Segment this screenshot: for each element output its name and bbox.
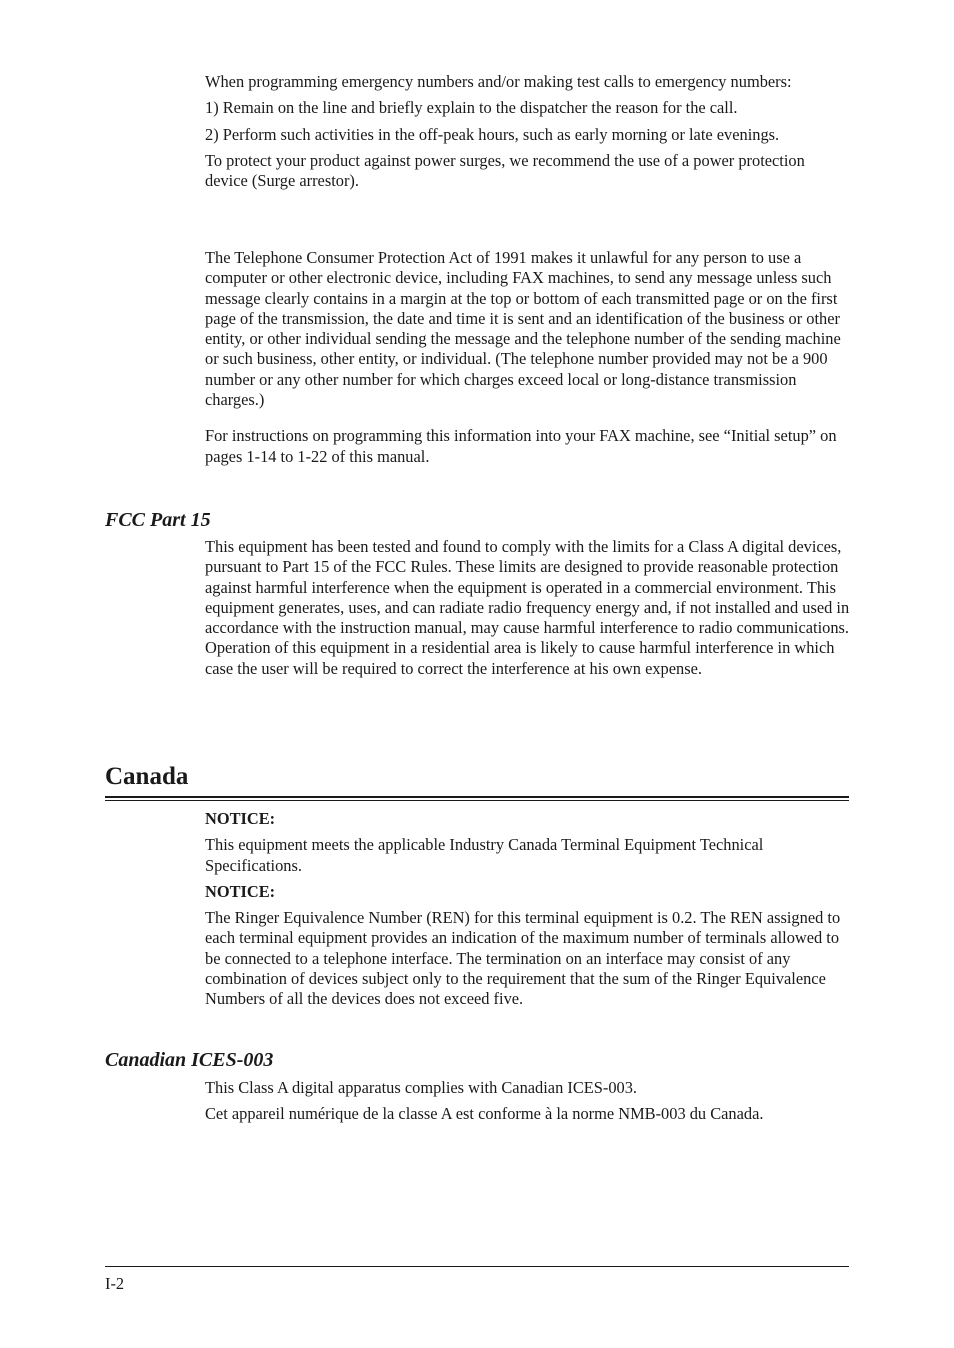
ices003-block: [205, 1078, 850, 1125]
emergency-intro: When programming emergency numbers and/or making test calls to emergency numbers:: [205, 72, 792, 91]
footer-rule: [105, 1266, 849, 1267]
tcpa-block: [205, 248, 850, 467]
canada-heading: Canada: [105, 763, 189, 790]
section-rule-thin: [105, 800, 849, 801]
ices003-french: Cet appareil numérique de la classe A est conforme à la norme NMB-003 du Canada.: [205, 1104, 764, 1124]
page-number: I-2: [105, 1274, 125, 1293]
fcc-part15-paragraph: This equipment has been tested and found to comply with the limits for a Class A digital devices, pursuant to Part 15 of the FCC Rules. These limits are designed to provide reasonable protection against harmful interference when the equipment is operated in a commercial environment. This equipment generates, uses, and can radiate radio frequency energy and, if not installed and used in accordance with the instruction manual, may cause harmful interference to radio communications. Operation of this equipment in a residential area is likely to cause harmful interference in which case the user will be required to correct the interference at his own expense.: [205, 537, 850, 678]
fcc-part15-block: [205, 537, 850, 679]
notice-label-2: NOTICE:: [205, 881, 276, 901]
ices003-heading: Canadian ICES-003: [105, 1049, 274, 1071]
emergency-block: [205, 72, 850, 191]
tcpa-paragraph: The Telephone Consumer Protection Act of 1991 makes it unlawful for any person to use a computer or other electronic device, including FAX machines, to send any message unless such message clearly contains in a margin at the top or bottom of each transmitted page or on the first page of the transmission, the date and time it is sent and an identification of the business or other entity, or other individual sending the message and the telephone number of the sending machine or such business, other entity, or individual. (The telephone number provided may not be a 900 number or any other number for which charges exceed local or long-distance transmission charges.): [205, 248, 841, 410]
section-rule-thick: [105, 796, 849, 798]
canada-block: [205, 809, 850, 1010]
notice-text-2: The Ringer Equivalence Number (REN) for this terminal equipment is 0.2. The REN assigned to each terminal equipment provides an indication of the maximum number of terminals allowed to be connected to a telephone interface. The termination on an interface may consist of any combination of devices subject only to the requirement that the sum of the Ringer Equivalence Numbers of all the devices does not exceed five.: [205, 908, 841, 1009]
tcpa-instructions: For instructions on programming this information into your FAX machine, see “Initial setup” on pages 1-14 to 1-22 of this manual.: [205, 426, 837, 466]
notice-text-1: This equipment meets the applicable Industry Canada Terminal Equipment Technical Specifications.: [205, 835, 764, 875]
emergency-step-1: 1) Remain on the line and briefly explain to the dispatcher the reason for the call.: [205, 98, 738, 118]
surge-protection-note: To protect your product against power surges, we recommend the use of a power protection device (Surge arrestor).: [205, 150, 805, 191]
emergency-step-2: 2) Perform such activities in the off-peak hours, such as early morning or late evenings.: [205, 124, 780, 144]
ices003-english: This Class A digital apparatus complies with Canadian ICES-003.: [205, 1078, 638, 1097]
fcc-part15-heading: FCC Part 15: [105, 509, 211, 531]
notice-label-1: NOTICE:: [205, 809, 276, 828]
